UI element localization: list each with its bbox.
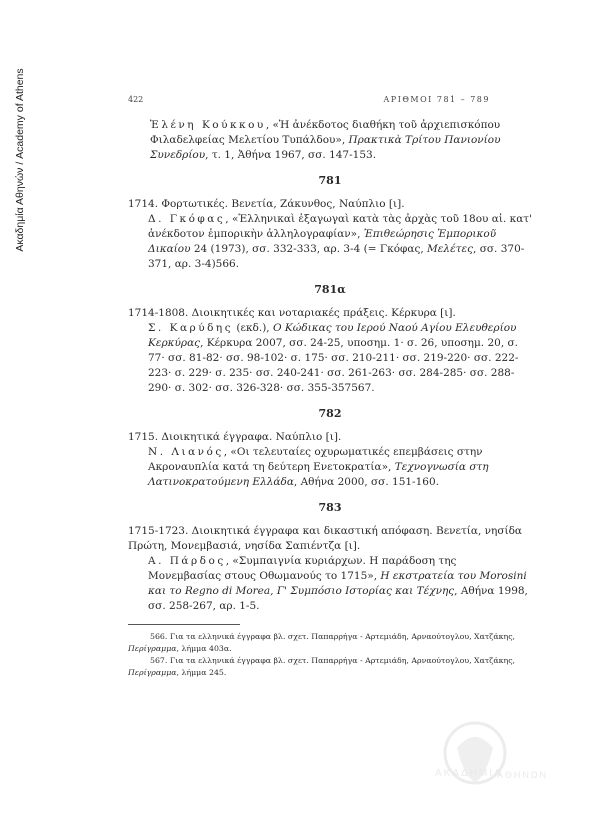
section-783 [128, 500, 532, 614]
footnote-567: 567. Για τα ελληνικά έγγραφα βλ. σχετ. Παπαρρήγα - Αρτεμιάδη, Αρναούτογλου, Χατζάκης, Περίγραμμα, λήμμα 245. [128, 656, 516, 677]
entry-heading: 1714. Φορτωτικές. Βενετία, Ζάκυνθος, Ναύπλιο [ι]. [128, 198, 405, 210]
intro-author: Ἑλένη Κούκκου [150, 119, 266, 131]
page-number: 422 [128, 95, 144, 104]
section-number: 781 [318, 174, 342, 187]
footnote-rule [128, 624, 240, 625]
intro-text-2: , τ. 1, Ἀθήνα 1967, σσ. 147-153. [205, 149, 377, 161]
intro-text-1: , «Ἡ ἀνέκδοτος διαθήκη τοῦ ἀρχιεπισκόπου Φιλαδελφείας Μελετίου Τυπάλδου», [150, 119, 501, 146]
citation-author: Α. Πάρδος [148, 555, 226, 567]
section-number: 783 [318, 501, 342, 514]
watermark-text-1: ΑΚΑΔΗΜΙΑ [435, 768, 503, 779]
entry-citation: Ν. Λιανός, «Οι τελευταίες οχυρωματικές επεμβάσεις στην Ακροναυπλία κατά τη δεύτερη Ενετοκρατία», Τεχνογνωσία στη Λατινοκρατούμενη Ελλάδα, Αθήνα 2000, σσ. 151-160. [148, 446, 489, 488]
citation-author: Σ. Καρύδης [148, 322, 234, 334]
entry-heading: 1715. Διοικητικά έγγραφα. Ναύπλιο [ι]. [128, 431, 342, 443]
footnote-566: 566. Για τα ελληνικά έγγραφα βλ. σχετ. Παπαρρήγα - Αρτεμιάδη, Αρναούτογλου, Χατζάκης, Περίγραμμα, λήμμα 403α. [128, 632, 516, 653]
academy-watermark-logo [395, 708, 555, 808]
intro-entry [128, 118, 532, 163]
section-781a [128, 282, 532, 396]
entry-citation: Δ. Γκόφας, «Ἑλληνικαὶ ἐξαγωγαὶ κατὰ τὰς ἀρχὰς τοῦ 18ου αἰ. κατ' ἀνέκδοτον ἐμπορικὴν ἀλληλογραφίαν», Ἐπιθεώρησις Ἐμπορικοῦ Δικαίου 24 (1973), σσ. 332-333, αρ. 3-4 (= Γκόφας, Μελέτες, σσ. 370-371, αρ. 3-4)566. [148, 213, 533, 270]
citation-author: Δ. Γκόφας [148, 213, 226, 225]
section-number: 782 [318, 407, 342, 420]
entry-citation: Α. Πάρδος, «Συμπαιγνία κυριάρχων. Η παράδοση της Μονεμβασίας στους Οθωμανούς το 1715», Η εκστρατεία του Morosini και το Regno di Morea, Γ' Συμπόσιο Ιστορίας και Τέχνης, Αθήνα 1998, σσ. 258-267, αρ. 1-5. [148, 555, 528, 612]
citation-author: Ν. Λιανός [148, 446, 224, 458]
intro-italic: Πρακτικὰ Τρίτου Πανιονίου Συνεδρίου [150, 134, 501, 161]
academy-label: Ακαδημία Αθηνών / Academy of Athens [14, 68, 26, 252]
page-content [128, 118, 532, 679]
section-781 [128, 173, 532, 272]
section-number: 781α [314, 283, 346, 296]
running-title: ΑΡΙΘΜΟΙ 781 – 789 [383, 95, 490, 104]
entry-citation: Σ. Καρύδης (εκδ.), Ο Κώδικας του Ιερού Ναού Αγίου Ελευθερίου Κερκύρας, Κέρκυρα 2007, σσ. 24-25, υποσημ. 1· σ. 26, υποσημ. 20, σ. 77· σσ. 81-82· σσ. 98-102· σ. 175· σσ. 210-211· σσ. 219-220· σσ. 222-223· σ. 229· σ. 235· σσ. 240-241· σσ. 261-263· σσ. 284-285· σσ. 288-290· σ. 302· σσ. 326-328· σσ. 355-357567. [148, 322, 519, 394]
watermark-text-2: ΑΘΗΝΩΝ [497, 770, 549, 780]
section-782 [128, 406, 532, 490]
vertical-sidebar-label [6, 40, 34, 280]
entry-heading: 1715-1723. Διοικητικά έγγραφα και δικαστική απόφαση. Βενετία, νησίδα Πρώτη, Μονεμβασιά, νησίδα Σαπιέντζα [ι]. [128, 525, 523, 552]
entry-heading: 1714-1808. Διοικητικές και νοταριακές πράξεις. Κέρκυρα [ι]. [128, 307, 456, 319]
